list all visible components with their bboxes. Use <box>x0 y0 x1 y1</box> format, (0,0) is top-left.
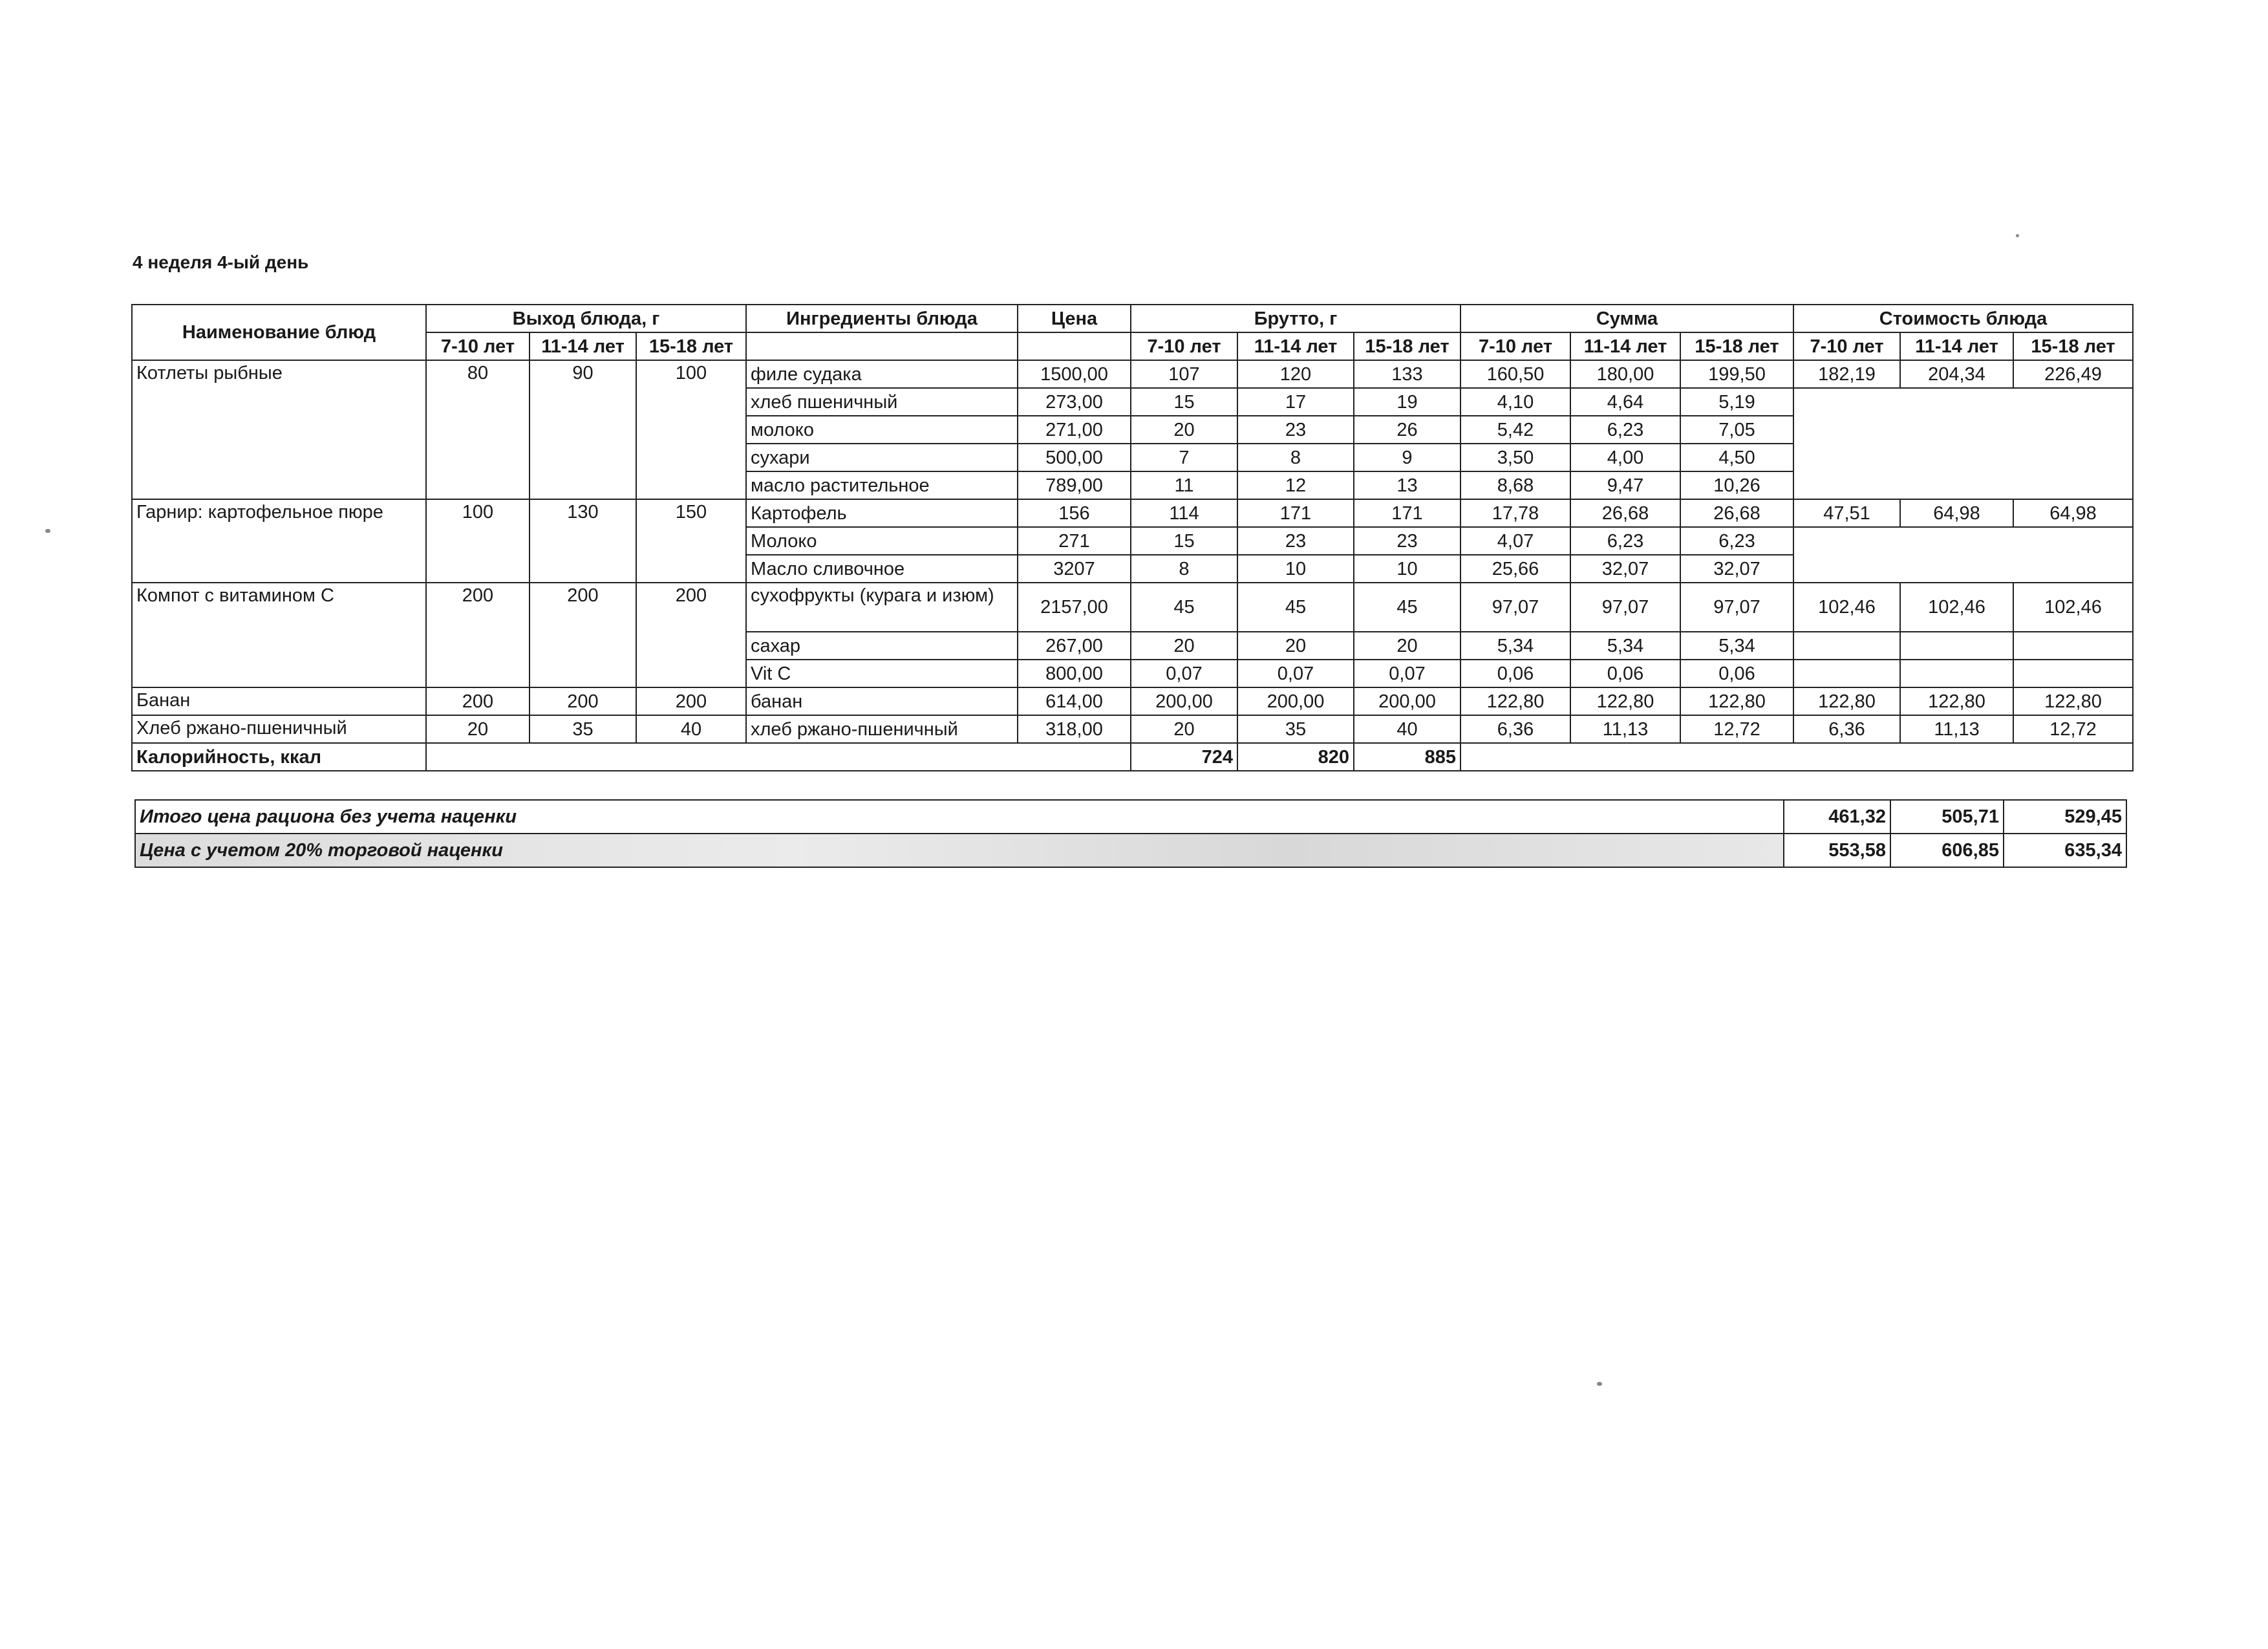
cost-cell: 12,72 <box>2013 715 2133 743</box>
calories-value: 820 <box>1237 743 1354 771</box>
cost-cell: 226,49 <box>2013 360 2133 388</box>
brutto-cell: 7 <box>1131 444 1237 471</box>
total-label: Итого цена рациона без учета наценки <box>135 800 1784 834</box>
sum-cell: 4,64 <box>1570 388 1680 416</box>
cost-cell: 11,13 <box>1900 715 2013 743</box>
blank-cell <box>1900 632 2013 660</box>
brutto-cell: 26 <box>1354 416 1460 444</box>
price-cell: 318,00 <box>1018 715 1131 743</box>
header-cost: Стоимость блюда <box>1793 305 2133 332</box>
blank-cell <box>1793 632 1900 660</box>
sum-cell: 4,00 <box>1570 444 1680 471</box>
ingredient-name: масло растительное <box>746 471 1018 499</box>
brutto-cell: 0,07 <box>1237 660 1354 687</box>
blank-cell <box>1018 332 1131 360</box>
sum-cell: 5,42 <box>1460 416 1570 444</box>
price-cell: 614,00 <box>1018 687 1131 715</box>
sum-cell: 4,10 <box>1460 388 1570 416</box>
brutto-cell: 8 <box>1131 555 1237 583</box>
brutto-cell: 45 <box>1354 583 1460 632</box>
brutto-cell: 23 <box>1354 527 1460 555</box>
sum-cell: 160,50 <box>1460 360 1570 388</box>
sum-cell: 199,50 <box>1680 360 1793 388</box>
yield-cell: 200 <box>636 687 746 715</box>
age-header: 11-14 лет <box>1570 332 1680 360</box>
sum-cell: 10,26 <box>1680 471 1793 499</box>
yield-cell: 100 <box>636 360 746 499</box>
cost-cell: 182,19 <box>1793 360 1900 388</box>
yield-cell: 150 <box>636 499 746 583</box>
cost-cell: 6,36 <box>1793 715 1900 743</box>
price-cell: 2157,00 <box>1018 583 1131 632</box>
ingredient-name: сухофрукты (курага и изюм) <box>746 583 1018 632</box>
brutto-cell: 11 <box>1131 471 1237 499</box>
brutto-cell: 45 <box>1237 583 1354 632</box>
brutto-cell: 114 <box>1131 499 1237 527</box>
sum-cell: 97,07 <box>1680 583 1793 632</box>
scan-speck <box>1597 1382 1602 1386</box>
sum-cell: 9,47 <box>1570 471 1680 499</box>
brutto-cell: 12 <box>1237 471 1354 499</box>
sum-cell: 6,23 <box>1570 416 1680 444</box>
brutto-cell: 133 <box>1354 360 1460 388</box>
blank-cell <box>1793 527 2133 583</box>
brutto-cell: 45 <box>1131 583 1237 632</box>
brutto-cell: 13 <box>1354 471 1460 499</box>
sum-cell: 5,34 <box>1570 632 1680 660</box>
scan-speck <box>2016 234 2019 237</box>
brutto-cell: 200,00 <box>1237 687 1354 715</box>
yield-cell: 20 <box>426 715 530 743</box>
sum-cell: 122,80 <box>1460 687 1570 715</box>
sum-cell: 6,36 <box>1460 715 1570 743</box>
brutto-cell: 20 <box>1354 632 1460 660</box>
brutto-cell: 120 <box>1237 360 1354 388</box>
sum-cell: 5,34 <box>1460 632 1570 660</box>
sum-cell: 6,23 <box>1570 527 1680 555</box>
yield-cell: 90 <box>530 360 636 499</box>
blank-cell <box>1793 660 1900 687</box>
brutto-cell: 20 <box>1131 715 1237 743</box>
total-value: 529,45 <box>2004 800 2126 834</box>
cost-cell: 47,51 <box>1793 499 1900 527</box>
brutto-cell: 10 <box>1237 555 1354 583</box>
sum-cell: 122,80 <box>1570 687 1680 715</box>
table-row <box>132 499 2133 527</box>
calories-value: 724 <box>1131 743 1237 771</box>
sum-cell: 26,68 <box>1570 499 1680 527</box>
ingredient-name: банан <box>746 687 1018 715</box>
cost-cell: 122,80 <box>1900 687 2013 715</box>
sum-cell: 0,06 <box>1460 660 1570 687</box>
scan-speck <box>45 529 50 533</box>
ingredient-name: сухари <box>746 444 1018 471</box>
age-header: 7-10 лет <box>1131 332 1237 360</box>
blank-cell <box>2013 660 2133 687</box>
price-cell: 273,00 <box>1018 388 1131 416</box>
ingredient-name: молоко <box>746 416 1018 444</box>
yield-cell: 200 <box>426 687 530 715</box>
brutto-cell: 8 <box>1237 444 1354 471</box>
calories-label: Калорийность, ккал <box>132 743 426 771</box>
age-header: 15-18 лет <box>1680 332 1793 360</box>
age-header: 15-18 лет <box>2013 332 2133 360</box>
header-brutto: Брутто, г <box>1131 305 1460 332</box>
blank-cell <box>426 743 1131 771</box>
brutto-cell: 200,00 <box>1131 687 1237 715</box>
brutto-cell: 23 <box>1237 527 1354 555</box>
age-header: 11-14 лет <box>1237 332 1354 360</box>
age-header: 11-14 лет <box>530 332 636 360</box>
blank-cell <box>746 332 1018 360</box>
yield-cell: 200 <box>636 583 746 687</box>
age-header: 15-18 лет <box>636 332 746 360</box>
yield-cell: 35 <box>530 715 636 743</box>
sum-cell: 11,13 <box>1570 715 1680 743</box>
ingredient-name: Vit C <box>746 660 1018 687</box>
cost-cell: 204,34 <box>1900 360 2013 388</box>
sum-cell: 12,72 <box>1680 715 1793 743</box>
ingredient-name: Молоко <box>746 527 1018 555</box>
sum-cell: 3,50 <box>1460 444 1570 471</box>
brutto-cell: 35 <box>1237 715 1354 743</box>
yield-cell: 200 <box>530 687 636 715</box>
sum-cell: 32,07 <box>1680 555 1793 583</box>
table-row <box>132 360 2133 388</box>
yield-cell: 100 <box>426 499 530 583</box>
brutto-cell: 0,07 <box>1131 660 1237 687</box>
brutto-cell: 171 <box>1237 499 1354 527</box>
price-cell: 500,00 <box>1018 444 1131 471</box>
ingredient-name: хлеб пшеничный <box>746 388 1018 416</box>
ingredient-name: сахар <box>746 632 1018 660</box>
brutto-cell: 17 <box>1237 388 1354 416</box>
cost-cell: 102,46 <box>1793 583 1900 632</box>
dish-name: Хлеб ржано-пшеничный <box>132 715 426 743</box>
sum-cell: 4,07 <box>1460 527 1570 555</box>
header-sum: Сумма <box>1460 305 1793 332</box>
price-cell: 3207 <box>1018 555 1131 583</box>
price-cell: 800,00 <box>1018 660 1131 687</box>
header-dish: Наименование блюд <box>132 305 426 360</box>
total-value: 553,58 <box>1784 834 1890 867</box>
page-title: 4 неделя 4-ый день <box>133 252 309 272</box>
sum-cell: 0,06 <box>1680 660 1793 687</box>
price-cell: 267,00 <box>1018 632 1131 660</box>
ingredient-name: Картофель <box>746 499 1018 527</box>
sum-cell: 17,78 <box>1460 499 1570 527</box>
sum-cell: 180,00 <box>1570 360 1680 388</box>
blank-cell <box>2013 632 2133 660</box>
yield-cell: 200 <box>530 583 636 687</box>
price-cell: 156 <box>1018 499 1131 527</box>
total-value: 635,34 <box>2004 834 2126 867</box>
table-row <box>132 715 2133 743</box>
age-header: 7-10 лет <box>426 332 530 360</box>
cost-cell: 102,46 <box>2013 583 2133 632</box>
age-header: 7-10 лет <box>1460 332 1570 360</box>
ingredient-name: Масло сливочное <box>746 555 1018 583</box>
brutto-cell: 15 <box>1131 527 1237 555</box>
ingredient-name: филе судака <box>746 360 1018 388</box>
price-cell: 271,00 <box>1018 416 1131 444</box>
age-header: 15-18 лет <box>1354 332 1460 360</box>
yield-cell: 80 <box>426 360 530 499</box>
table-row <box>132 583 2133 632</box>
sum-cell: 7,05 <box>1680 416 1793 444</box>
menu-table <box>131 304 2134 771</box>
total-value: 461,32 <box>1784 800 1890 834</box>
sum-cell: 97,07 <box>1570 583 1680 632</box>
header-ingredients: Ингредиенты блюда <box>746 305 1018 332</box>
sum-cell: 5,19 <box>1680 388 1793 416</box>
brutto-cell: 9 <box>1354 444 1460 471</box>
brutto-cell: 20 <box>1131 632 1237 660</box>
calories-value: 885 <box>1354 743 1460 771</box>
yield-cell: 130 <box>530 499 636 583</box>
sum-cell: 25,66 <box>1460 555 1570 583</box>
total-value: 505,71 <box>1890 800 2004 834</box>
dish-name: Гарнир: картофельное пюре <box>132 499 426 583</box>
cost-cell: 102,46 <box>1900 583 2013 632</box>
blank-cell <box>1793 388 2133 499</box>
blank-cell <box>1460 743 2133 771</box>
price-cell: 789,00 <box>1018 471 1131 499</box>
brutto-cell: 171 <box>1354 499 1460 527</box>
table-row <box>132 687 2133 715</box>
total-value: 606,85 <box>1890 834 2004 867</box>
cost-cell: 64,98 <box>1900 499 2013 527</box>
yield-cell: 40 <box>636 715 746 743</box>
price-cell: 271 <box>1018 527 1131 555</box>
header-yield: Выход блюда, г <box>426 305 746 332</box>
cost-cell: 122,80 <box>2013 687 2133 715</box>
age-header: 11-14 лет <box>1900 332 2013 360</box>
brutto-cell: 20 <box>1237 632 1354 660</box>
totals-table <box>134 799 2127 868</box>
brutto-cell: 23 <box>1237 416 1354 444</box>
sum-cell: 0,06 <box>1570 660 1680 687</box>
sum-cell: 4,50 <box>1680 444 1793 471</box>
total-row <box>135 800 2126 834</box>
age-header: 7-10 лет <box>1793 332 1900 360</box>
brutto-cell: 0,07 <box>1354 660 1460 687</box>
header-price: Цена <box>1018 305 1131 332</box>
brutto-cell: 20 <box>1131 416 1237 444</box>
total-label: Цена с учетом 20% торговой наценки <box>135 834 1784 867</box>
blank-cell <box>1900 660 2013 687</box>
sum-cell: 26,68 <box>1680 499 1793 527</box>
sum-cell: 6,23 <box>1680 527 1793 555</box>
brutto-cell: 10 <box>1354 555 1460 583</box>
sum-cell: 32,07 <box>1570 555 1680 583</box>
dish-name: Котлеты рыбные <box>132 360 426 499</box>
sum-cell: 8,68 <box>1460 471 1570 499</box>
total-row <box>135 834 2126 867</box>
brutto-cell: 19 <box>1354 388 1460 416</box>
ingredient-name: хлеб ржано-пшеничный <box>746 715 1018 743</box>
cost-cell: 64,98 <box>2013 499 2133 527</box>
dish-name: Компот с витамином С <box>132 583 426 687</box>
brutto-cell: 40 <box>1354 715 1460 743</box>
cost-cell: 122,80 <box>1793 687 1900 715</box>
sum-cell: 97,07 <box>1460 583 1570 632</box>
dish-name: Банан <box>132 687 426 715</box>
sum-cell: 122,80 <box>1680 687 1793 715</box>
yield-cell: 200 <box>426 583 530 687</box>
price-cell: 1500,00 <box>1018 360 1131 388</box>
brutto-cell: 15 <box>1131 388 1237 416</box>
calories-row <box>132 743 2133 771</box>
brutto-cell: 107 <box>1131 360 1237 388</box>
brutto-cell: 200,00 <box>1354 687 1460 715</box>
sum-cell: 5,34 <box>1680 632 1793 660</box>
